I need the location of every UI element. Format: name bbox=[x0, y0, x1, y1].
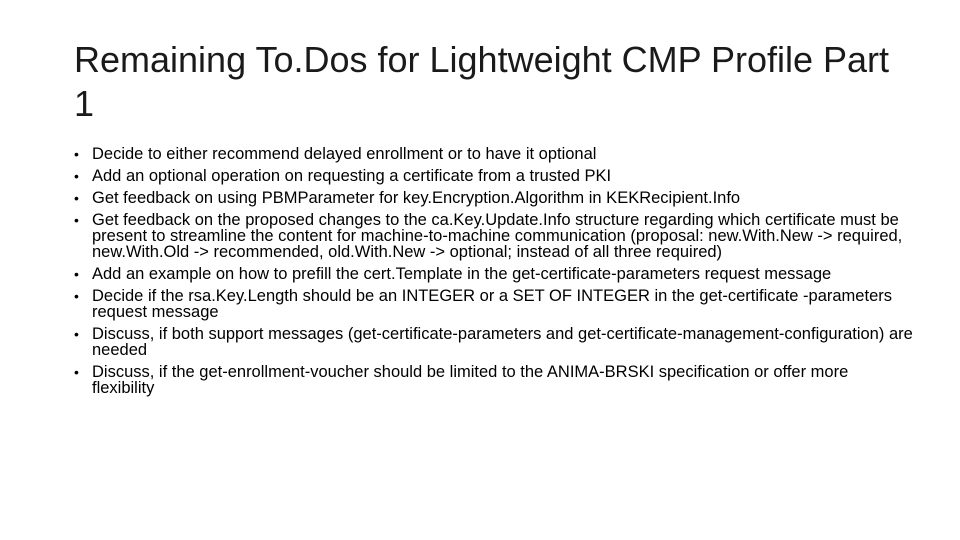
bullet-text: Get feedback on using PBMParameter for key.Encryption.Algorithm in KEKRecipient.Info bbox=[92, 189, 741, 207]
bullet-text: Discuss, if both support messages (get-certificate-parameters and get-certificate-management-configuration) are needed bbox=[92, 325, 913, 359]
bullet-item bbox=[74, 190, 914, 206]
bullet-dot-icon: • bbox=[74, 212, 79, 228]
bullet-dot-icon: • bbox=[74, 364, 79, 380]
bullet-dot-icon: • bbox=[74, 146, 79, 162]
bullet-dot-icon: • bbox=[74, 190, 79, 206]
bullet-item bbox=[74, 288, 914, 320]
bullet-item bbox=[74, 326, 914, 358]
bullet-text: Add an optional operation on requesting a certificate from a trusted PKI bbox=[92, 167, 612, 185]
bullet-dot-icon: • bbox=[74, 168, 79, 184]
bullet-dot-icon: • bbox=[74, 266, 79, 282]
bullet-item bbox=[74, 146, 914, 162]
bullet-text: Discuss, if the get-enrollment-voucher should be limited to the ANIMA-BRSKI specification or offer more flexibility bbox=[92, 363, 849, 397]
slide-title: Remaining To.Dos for Lightweight CMP Profile Part 1 bbox=[74, 39, 890, 124]
bullet-item bbox=[74, 364, 914, 396]
bullet-dot-icon: • bbox=[74, 288, 79, 304]
bullet-text: Get feedback on the proposed changes to the ca.Key.Update.Info structure regarding which certificate must be present to streamline the content for machine-to-machine communication (proposal: new.With.New -> required, new.With.Old -> recommended, old.With.New -> optional; instead of all three required) bbox=[92, 211, 903, 261]
bullet-item bbox=[74, 266, 914, 282]
bullet-text: Decide if the rsa.Key.Length should be an INTEGER or a SET OF INTEGER in the get-certificate -parameters request message bbox=[92, 287, 892, 321]
bullet-list bbox=[74, 146, 914, 402]
bullet-dot-icon: • bbox=[74, 326, 79, 342]
bullet-item bbox=[74, 212, 914, 260]
bullet-text: Add an example on how to prefill the cert.Template in the get-certificate-parameters request message bbox=[92, 265, 832, 283]
bullet-item bbox=[74, 168, 914, 184]
bullet-text: Decide to either recommend delayed enrollment or to have it optional bbox=[92, 145, 597, 163]
